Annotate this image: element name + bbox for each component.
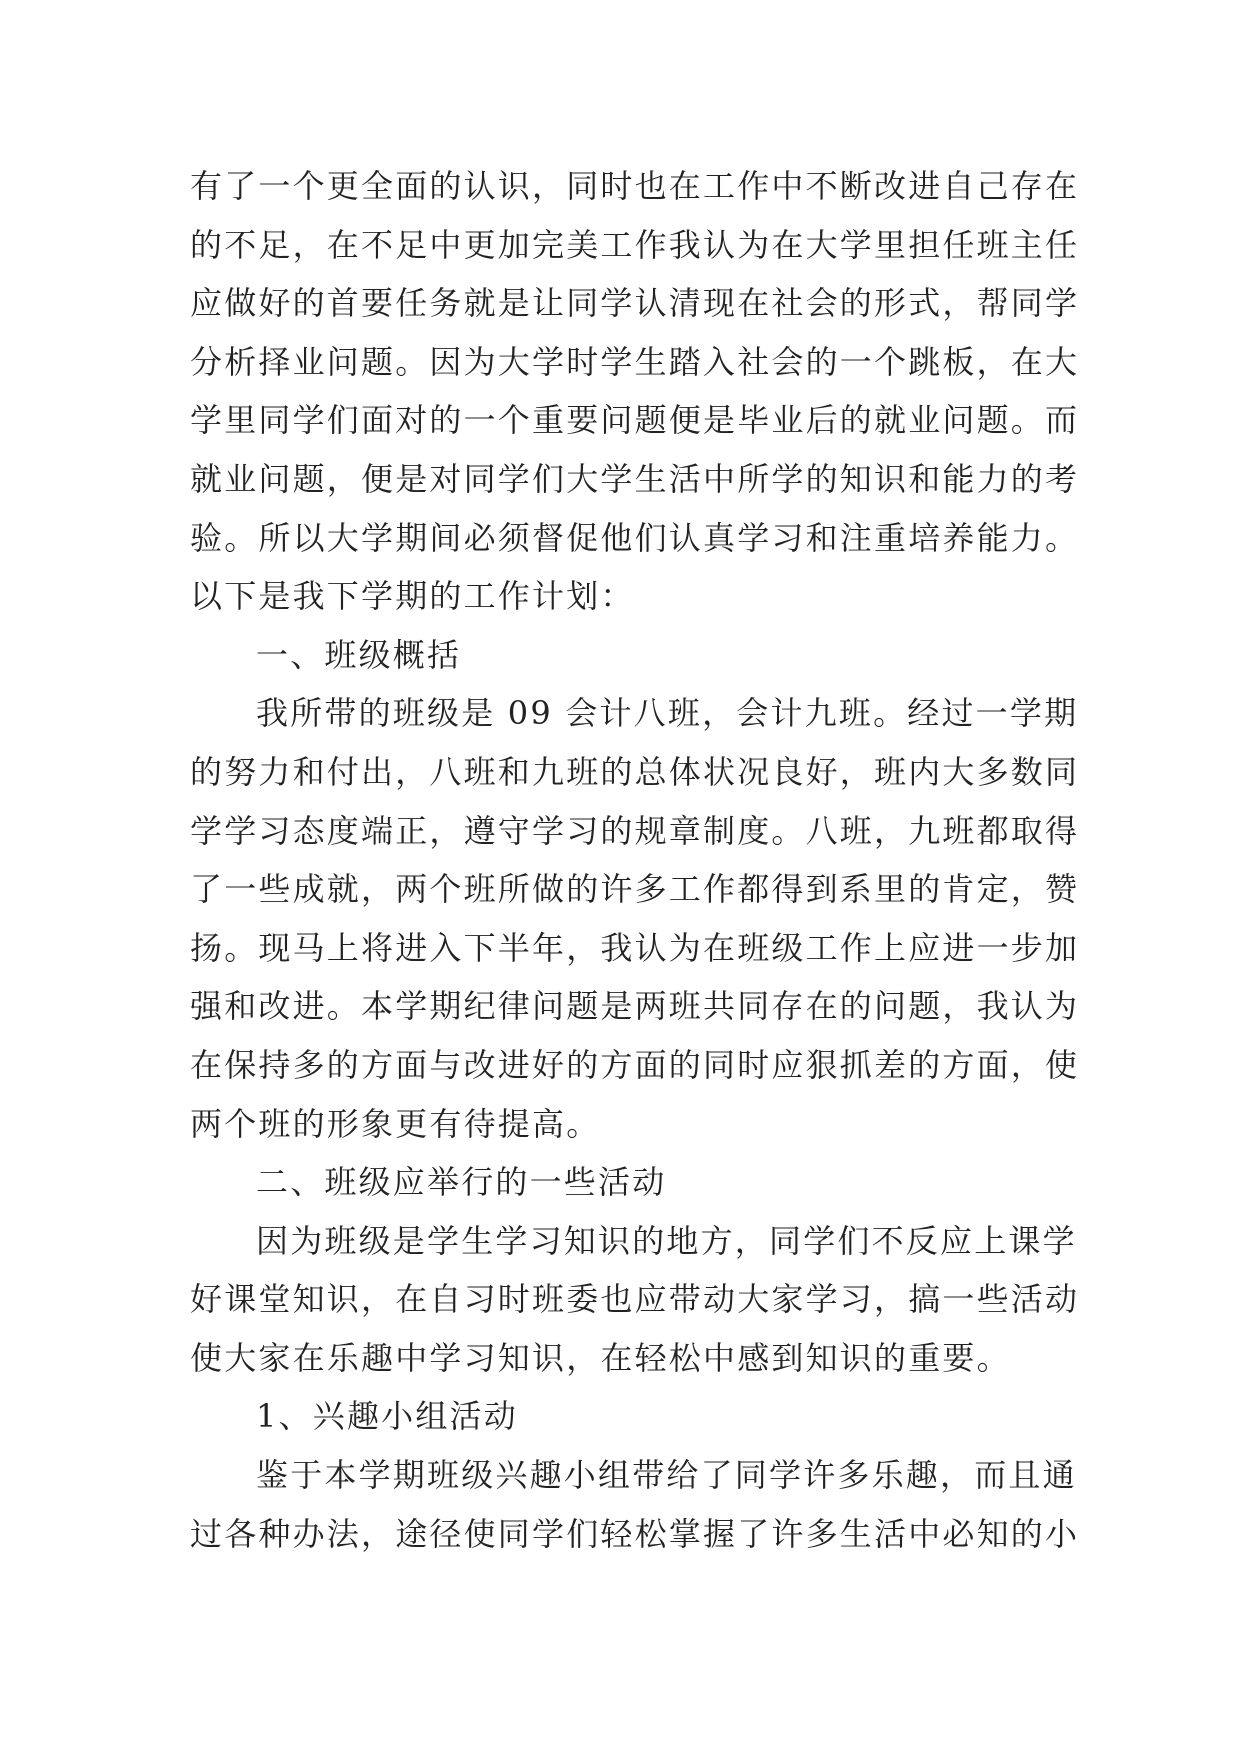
text-line: 使大家在乐趣中学习知识，在轻松中感到知识的重要。 bbox=[190, 1338, 1011, 1377]
text-line: 有了一个更全面的认识，同时也在工作中不断改进自己存在 bbox=[190, 167, 1080, 205]
text-line: 的努力和付出，八班和九班的总体状况良好，班内大多数同 bbox=[190, 752, 1080, 791]
text-line: 好课堂知识，在自习时班委也应带动大家学习，搞一些活动 bbox=[190, 1280, 1080, 1319]
text-line: 应做好的首要任务就是让同学认清现在社会的形式，帮同学 bbox=[190, 284, 1080, 323]
text-line: 以下是我下学期的工作计划： bbox=[190, 577, 635, 616]
text-line: 学里同学们面对的一个重要问题便是毕业后的就业问题。而 bbox=[190, 401, 1080, 440]
text-line: 扬。现马上将进入下半年，我认为在班级工作上应进一步加 bbox=[190, 928, 1080, 967]
text-line: 分析择业问题。因为大学时学生踏入社会的一个跳板，在大 bbox=[190, 342, 1080, 381]
paragraph-first-line: 我所带的班级是 09 会计八班，会计九班。经过一学期 bbox=[256, 694, 1079, 733]
paragraph-first-line: 因为班级是学生学习知识的地方，同学们不反应上课学 bbox=[256, 1221, 1077, 1260]
text-line: 就业问题，便是对同学们大学生活中所学的知识和能力的考 bbox=[190, 459, 1080, 498]
document-body bbox=[190, 157, 1080, 1563]
text-line: 在保持多的方面与改进好的方面的同时应狠抓差的方面，使 bbox=[190, 1045, 1080, 1084]
text-line: 过各种办法，途径使同学们轻松掌握了许多生活中必知的小 bbox=[190, 1514, 1080, 1553]
text-line: 强和改进。本学期纪律问题是两班共同存在的问题，我认为 bbox=[190, 987, 1080, 1026]
text-line: 的不足，在不足中更加完美工作我认为在大学里担任班主任 bbox=[190, 225, 1080, 264]
section-heading: 二、班级应举行的一些活动 bbox=[256, 1163, 667, 1202]
text-line: 学学习态度端正，遵守学习的规章制度。八班，九班都取得 bbox=[190, 811, 1080, 850]
subsection-heading: 1、兴趣小组活动 bbox=[256, 1397, 518, 1436]
section-heading: 一、班级概括 bbox=[256, 635, 462, 674]
text-line: 了一些成就，两个班所做的许多工作都得到系里的肯定，赞 bbox=[190, 870, 1080, 909]
text-line: 验。所以大学期间必须督促他们认真学习和注重培养能力。 bbox=[190, 518, 1080, 557]
text-line: 两个班的形象更有待提高。 bbox=[190, 1104, 601, 1143]
paragraph-first-line: 鉴于本学期班级兴趣小组带给了同学许多乐趣，而且通 bbox=[256, 1456, 1077, 1495]
